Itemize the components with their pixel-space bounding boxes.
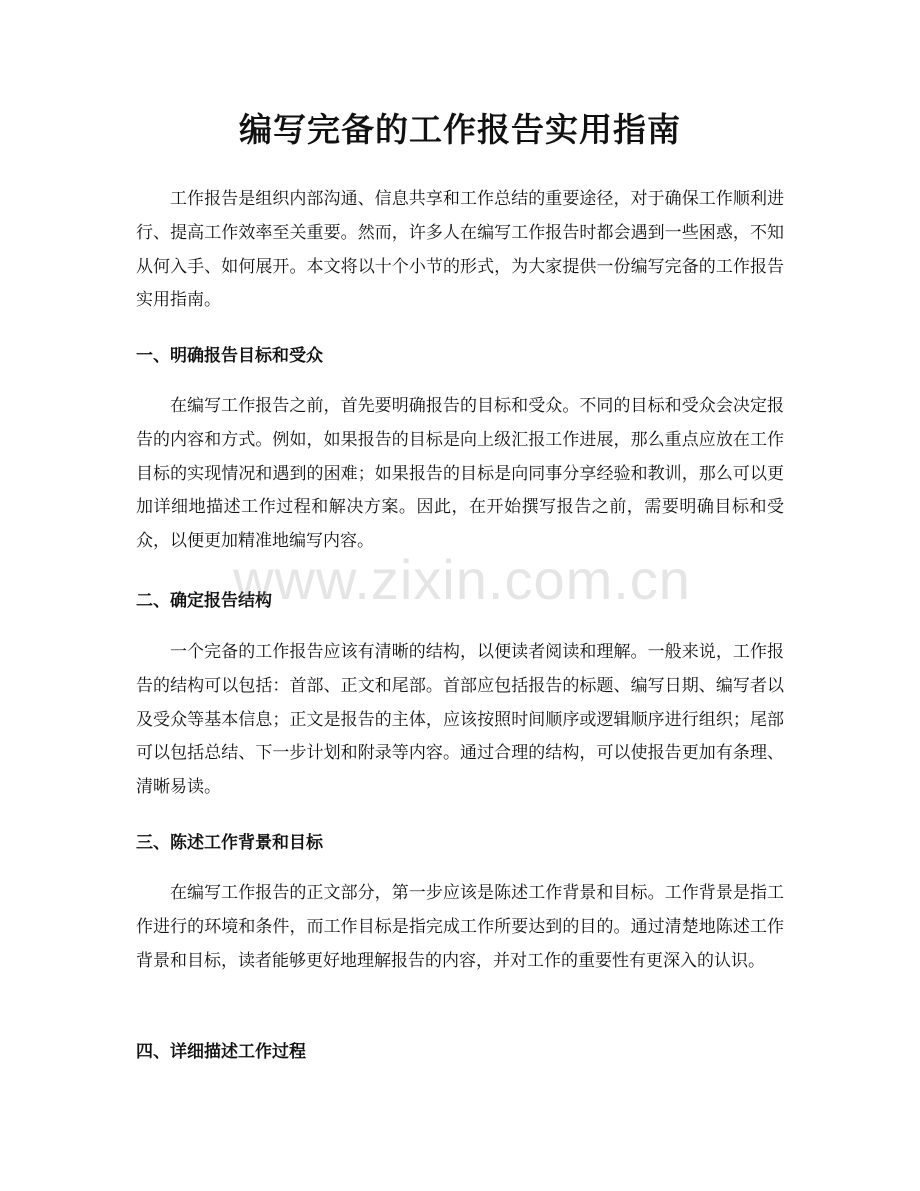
section-1-heading: 一、明确报告目标和受众: [136, 346, 323, 366]
section-2-heading: 二、确定报告结构: [136, 591, 272, 611]
section-3-heading: 三、陈述工作背景和目标: [136, 833, 323, 853]
section-2-body: 一个完备的工作报告应该有清晰的结构，以便读者阅读和理解。一般来说，工作报告的结构可以包括：首部、正文和尾部。首部应包括报告的标题、编写日期、编写者以及受众等基本信息；正文是报告的主体，应该按照时间顺序或逻辑顺序进行组织；尾部可以包括总结、下一步计划和附录等内容。通过合理的结构，可以使报告更加有条理、清晰易读。: [136, 642, 784, 798]
watermark-text: www.zixin.com.cn: [233, 548, 691, 611]
section-3-body: 在编写工作报告的正文部分，第一步应该是陈述工作背景和目标。工作背景是指工作进行的环境和条件，而工作目标是指完成工作所要达到的目的。通过清楚地陈述工作背景和目标，读者能够更好地理解报告的内容，并对工作的重要性有更深入的认识。: [136, 883, 784, 971]
section-4-heading: 四、详细描述工作过程: [136, 1042, 306, 1062]
section-1-body: 在编写工作报告之前，首先要明确报告的目标和受众。不同的目标和受众会决定报告的内容和方式。例如，如果报告的目标是向上级汇报工作进展，那么重点应放在工作目标的实现情况和遇到的困难；如果报告的目标是向同事分享经验和教训，那么可以更加详细地描述工作过程和解决方案。因此，在开始撰写报告之前，需要明确目标和受众，以便更加精准地编写内容。: [136, 396, 784, 552]
document-title: 编写完备的工作报告实用指南: [239, 110, 681, 149]
intro-paragraph: 工作报告是组织内部沟通、信息共享和工作总结的重要途径，对于确保工作顺利进行、提高工作效率至关重要。然而，许多人在编写工作报告时都会遇到一些困惑，不知从何入手、如何展开。本文将以十个小节的形式，为大家提供一份编写完备的工作报告实用指南。: [136, 189, 784, 311]
